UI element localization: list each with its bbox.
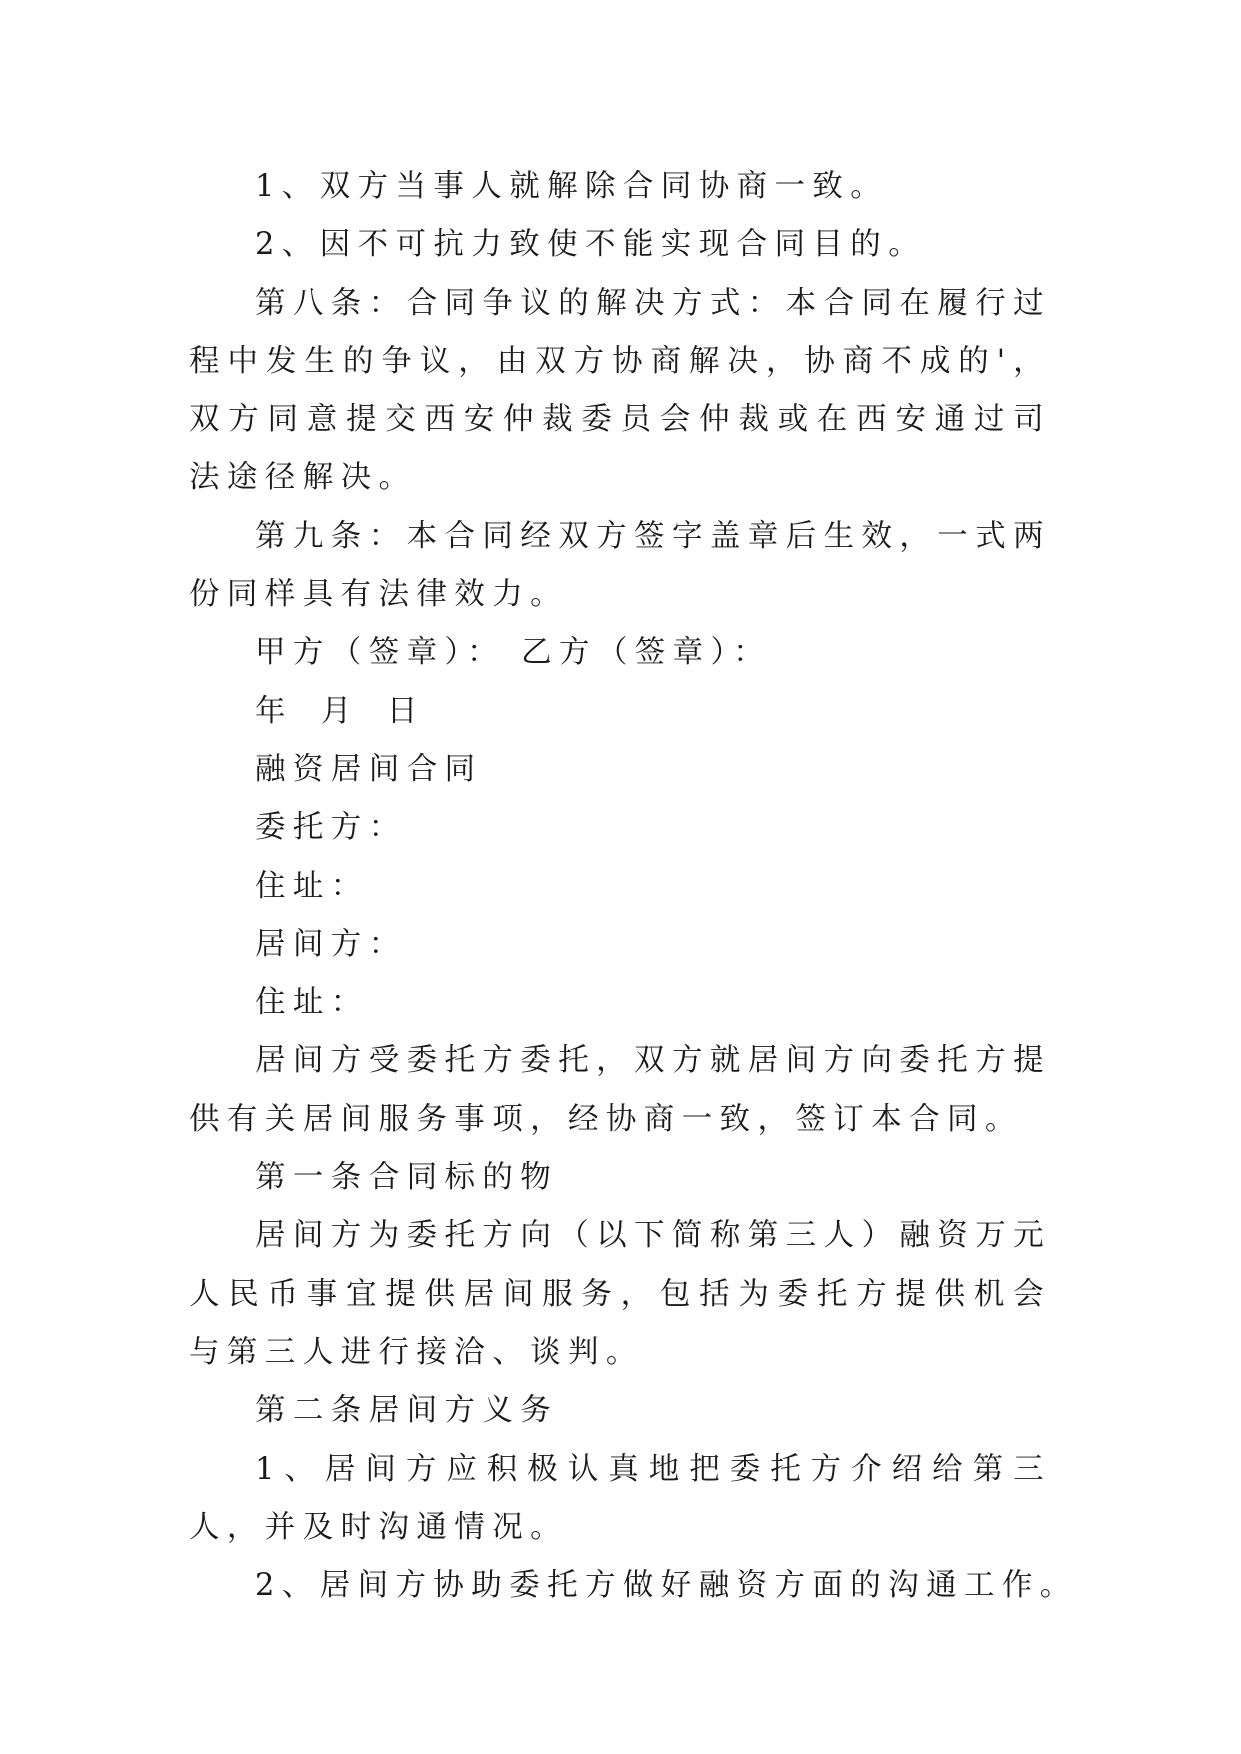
- party-b-signature-label: 乙方（签章）：: [521, 635, 772, 671]
- article-2-heading: 第二条居间方义务: [255, 1393, 559, 1429]
- article-2-item-2: 2、居间方协助委托方做好融资方面的沟通工作。: [255, 1568, 1078, 1604]
- intermediary-party-label: 居间方：: [255, 926, 407, 962]
- date-year-label: 年: [255, 693, 293, 729]
- document-body: [189, 158, 1078, 1615]
- signature-line: [189, 624, 1051, 682]
- article-2-item-1: 1、居间方应积极认真地把委托方介绍给第三人，并及时沟通情况。: [189, 1451, 1051, 1545]
- article-1-heading: 第一条合同标的物: [255, 1160, 559, 1196]
- clause-termination-item-2: 2、因不可抗力致使不能实现合同目的。: [255, 227, 927, 263]
- contract-preamble: 居间方受委托方委托，双方就居间方向委托方提供有关居间服务事项，经协商一致，签订本合同。: [189, 1043, 1051, 1137]
- intermediary-address-label: 住址：: [255, 985, 369, 1021]
- contract-title: 融资居间合同: [255, 751, 483, 787]
- article-8-dispute-resolution: 第八条：合同争议的解决方式：本合同在履行过程中发生的争议，由双方协商解决，协商不成的'，双方同意提交西安仲裁委员会仲裁或在西安通过司法途径解决。: [189, 285, 1051, 496]
- clause-termination-item-1: 1、双方当事人就解除合同协商一致。: [255, 169, 889, 204]
- date-line: [189, 683, 1051, 741]
- date-day-label: 日: [386, 693, 425, 729]
- article-9-effectiveness: 第九条：本合同经双方签字盖章后生效，一式两份同样具有法律效力。: [189, 518, 1051, 613]
- principal-party-label: 委托方：: [255, 810, 407, 846]
- principal-address-label: 住址：: [255, 868, 369, 904]
- date-month-label: 月: [320, 693, 359, 729]
- article-1-body: 居间方为委托方向（以下简称第三人）融资万元人民币事宜提供居间服务，包括为委托方提供机会与第三人进行接洽、谈判。: [189, 1218, 1051, 1370]
- party-a-signature-label: 甲方（签章）：: [255, 635, 506, 671]
